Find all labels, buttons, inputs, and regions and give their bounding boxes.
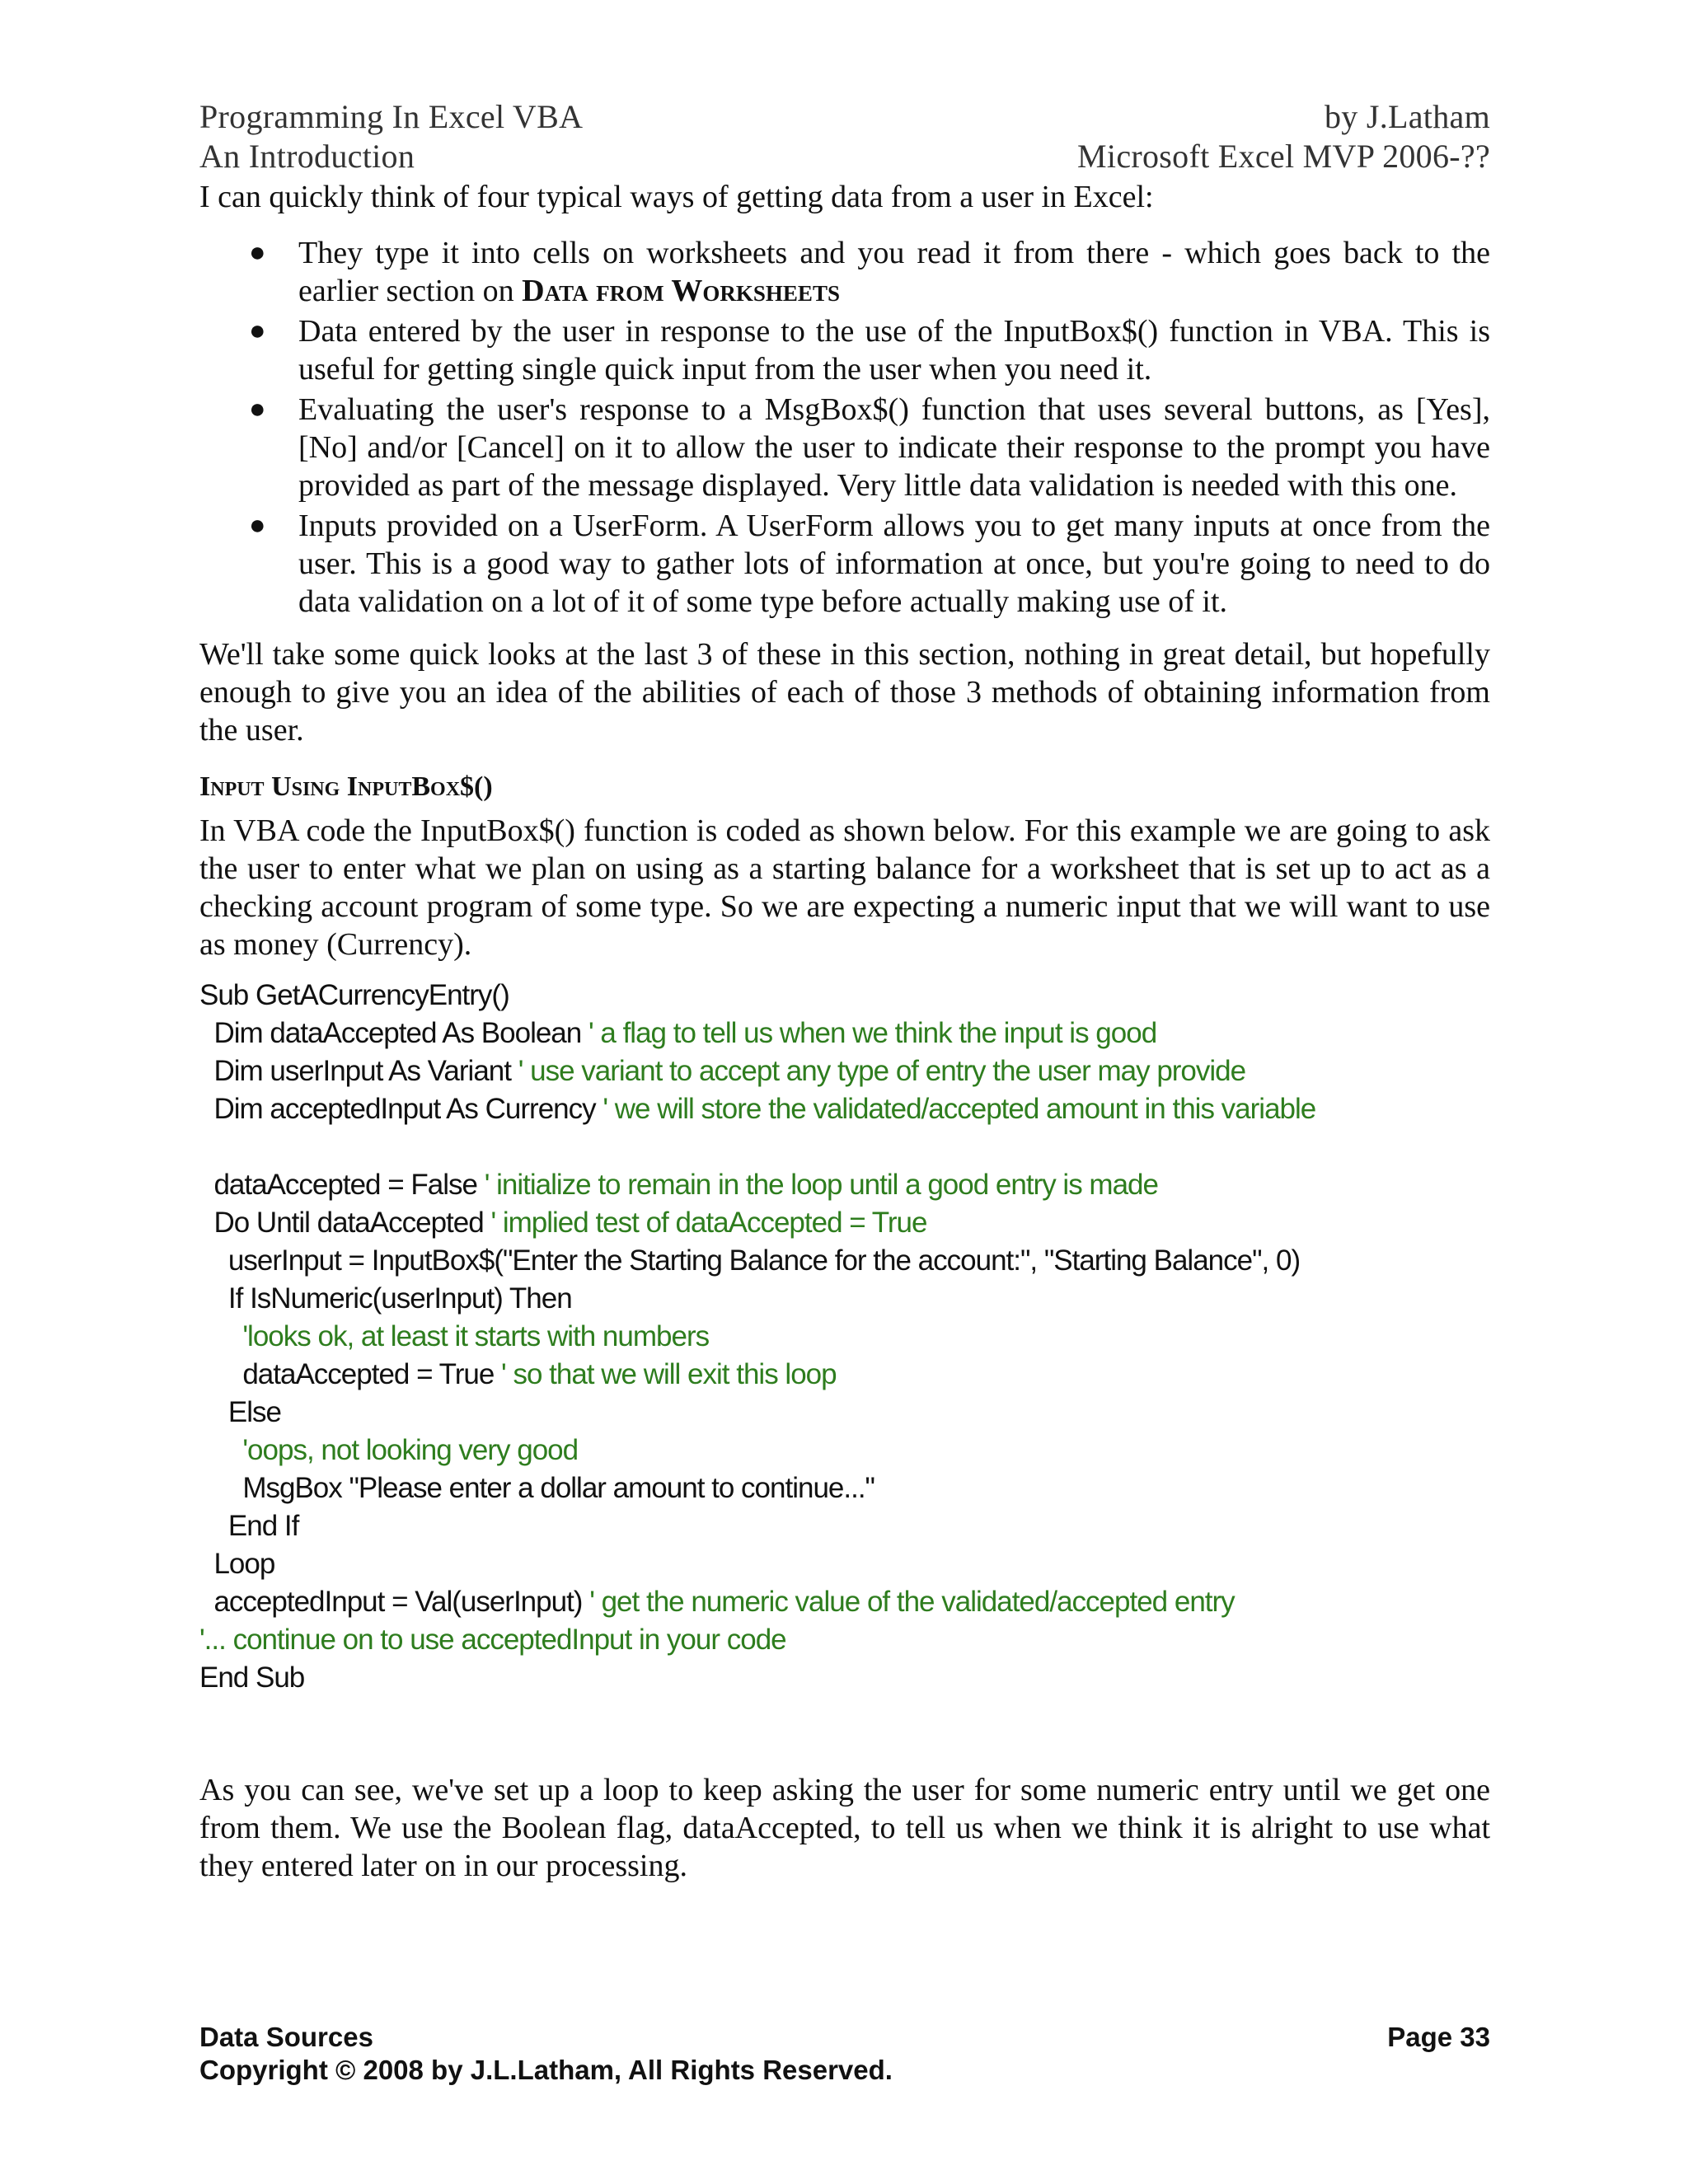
intro-paragraph: I can quickly think of four typical ways of getting data from a user in Excel: [199, 180, 1154, 214]
code-comment: ' a flag to tell us when we think the input is good [588, 1017, 1157, 1049]
code-line [199, 1280, 1490, 1318]
code-line [199, 977, 1490, 1015]
footer-row [199, 2021, 1490, 2054]
bullet-text: Data entered by the user in response to the use of the InputBox$() function in VBA. This is useful for getting single quick input from the user when you need it. [298, 314, 1490, 387]
code-text: Dim dataAccepted As Boolean [199, 1017, 588, 1049]
code-text: userInput = InputBox$("Enter the Starting Balance for the account:", "Starting Balance", 0) [199, 1244, 1301, 1277]
code-text: End Sub [199, 1661, 305, 1694]
bullet-item [199, 391, 1490, 504]
code-line [199, 1432, 1490, 1469]
code-text [199, 1434, 242, 1466]
bullet-icon: ● [249, 510, 266, 541]
running-header-row-2 [199, 137, 1490, 176]
bullet-icon: ● [249, 316, 266, 346]
code-line [199, 1052, 1490, 1090]
bullet-item [199, 234, 1490, 310]
bullet-text: Evaluating the user's response to a MsgBox$() function that uses several buttons, as [Yes], [No] and/or [Cancel] on it to allow the user to indicate their response to the prompt you have provided as part of the message displayed. Very little data validation is needed with this one. [298, 392, 1490, 503]
footer-section: Data Sources [199, 2022, 373, 2052]
summary-paragraph: We'll take some quick looks at the last 3 of these in this section, nothing in great detail, but hopefully enough to give you an idea of the abilities of each of those 3 methods of obtaining information from the user. [199, 637, 1490, 748]
bullet-icon: ● [249, 394, 266, 424]
code-text: Dim acceptedInput As Currency [199, 1093, 603, 1125]
section-paragraph: In VBA code the InputBox$() function is coded as shown below. For this example we are going to ask the user to enter what we plan on using as a starting balance for a worksheet that is set up to act as a checking account program of some type. So we are expecting a numeric input that we will want to use as money (Currency). [199, 813, 1490, 962]
section-heading: Input Using InputBox$() [199, 771, 493, 802]
code-line [199, 1318, 1490, 1356]
code-text: acceptedInput = Val(userInput) [199, 1586, 590, 1618]
code-line [199, 1166, 1490, 1204]
code-text: End If [199, 1510, 299, 1542]
code-line [199, 1507, 1490, 1545]
code-comment: ' get the numeric value of the validated/accepted entry [589, 1586, 1235, 1618]
footer-copyright: Copyright © 2008 by J.L.Latham, All Rights Reserved. [199, 2055, 893, 2085]
code-line [199, 1090, 1490, 1128]
code-line-blank [199, 1128, 1490, 1166]
running-header-row-1 [199, 97, 1490, 137]
code-text: Loop [199, 1548, 275, 1580]
code-text: Sub GetACurrencyEntry() [199, 979, 509, 1011]
code-comment: ' we will store the validated/accepted amount in this variable [603, 1093, 1316, 1125]
code-line [199, 1583, 1490, 1621]
code-comment: ' use variant to accept any type of entry the user may provide [518, 1055, 1246, 1087]
code-comment: ' implied test of dataAccepted = True [490, 1207, 927, 1239]
code-listing [199, 977, 1490, 1697]
bullet-text: Inputs provided on a UserForm. A UserForm allows you to get many inputs at once from the user. This is a good way to gather lots of information at once, but you're going to need to do data validation on a lot of it of some type before actually making use of it. [298, 509, 1490, 619]
code-line [199, 1659, 1490, 1697]
code-text: Else [199, 1396, 281, 1428]
closing-paragraph: As you can see, we've set up a loop to keep asking the user for some numeric entry until we get one from them. We use the Boolean flag, dataAccepted, to tell us when we think it is alright to use what they entered later on in our processing. [199, 1773, 1490, 1883]
footer-page-number: Page 33 [1387, 2022, 1490, 2052]
code-comment: '... continue on to use acceptedInput in your code [199, 1624, 786, 1656]
bullet-icon: ● [249, 237, 266, 268]
code-line [199, 1204, 1490, 1242]
code-line [199, 1242, 1490, 1280]
code-comment: ' so that we will exit this loop [501, 1358, 837, 1390]
code-text: Dim userInput As Variant [199, 1055, 518, 1087]
header-author: by J.Latham [1324, 98, 1490, 135]
page-footer [199, 2021, 1490, 2087]
bullet-text: They type it into cells on worksheets and you read it from there - which goes back to the earlier section on [298, 236, 1490, 308]
header-title: Programming In Excel VBA [199, 98, 584, 135]
bullet-item [199, 507, 1490, 621]
code-text: MsgBox "Please enter a dollar amount to continue..." [199, 1472, 874, 1504]
bullet-list [199, 234, 1490, 621]
header-subtitle: An Introduction [199, 138, 415, 175]
code-line [199, 1356, 1490, 1394]
bullet-item [199, 312, 1490, 388]
code-comment: 'oops, not looking very good [242, 1434, 579, 1466]
code-text [199, 1320, 242, 1352]
code-comment: 'looks ok, at least it starts with numbers [242, 1320, 710, 1352]
section-reference: Data from Worksheets [522, 274, 840, 308]
code-line [199, 1394, 1490, 1432]
code-text: dataAccepted = True [199, 1358, 502, 1390]
code-text: If IsNumeric(userInput) Then [199, 1282, 572, 1315]
code-line [199, 1469, 1490, 1507]
page-content [199, 97, 1490, 1885]
code-line [199, 1545, 1490, 1583]
code-line [199, 1015, 1490, 1052]
code-line [199, 1621, 1490, 1659]
header-mvp: Microsoft Excel MVP 2006-?? [1077, 138, 1490, 175]
code-comment: ' initialize to remain in the loop until a good entry is made [484, 1169, 1158, 1201]
code-text: Do Until dataAccepted [199, 1207, 491, 1239]
code-text: dataAccepted = False [199, 1169, 485, 1201]
